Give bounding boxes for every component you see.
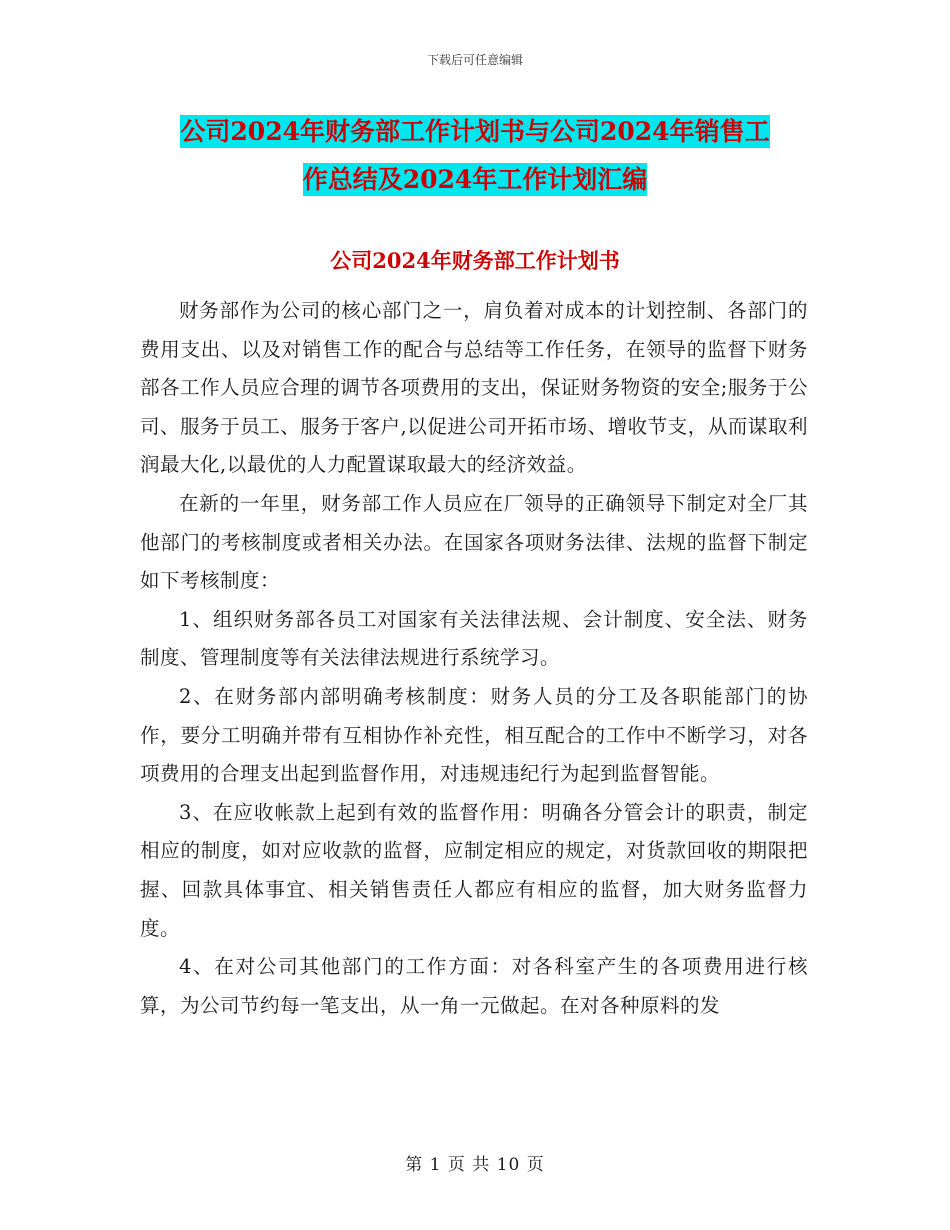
title-highlight-2: 作总结及2024年工作计划汇编: [302, 165, 648, 194]
paragraph: 3、在应收帐款上起到有效的监督作用：明确各分管会计的职责，制定相应的制度，如对应收款的监督，应制定相应的规定，对货款回收的期限把握、回款具体事宜、相关销售责任人都应有相应的监督，加大财务监督力度。: [140, 800, 808, 940]
body-text: [140, 292, 808, 1025]
paragraph: 在新的一年里，财务部工作人员应在厂领导的正确领导下制定对全厂其他部门的考核制度或者相关办法。在国家各项财务法律、法规的监督下制定如下考核制度：: [140, 491, 808, 593]
document-title-line-2: [150, 156, 800, 204]
document-title-line-1: [150, 108, 800, 156]
title-highlight-1: 公司2024年财务部工作计划书与公司2024年销售工: [180, 117, 770, 146]
section-heading: 公司2024年财务部工作计划书: [330, 248, 620, 273]
paragraph: 1、组织财务部各员工对国家有关法律法规、会计制度、安全法、财务制度、管理制度等有关法律法规进行系统学习。: [140, 607, 808, 670]
page-header-note: 下载后可任意编辑: [426, 53, 523, 67]
paragraph: 4、在对公司其他部门的工作方面：对各科室产生的各项费用进行核算，为公司节约每一笔支出，从一角一元做起。在对各种原料的发: [140, 955, 808, 1017]
document-title: [150, 108, 800, 204]
paragraph: 2、在财务部内部明确考核制度：财务人员的分工及各职能部门的协作，要分工明确并带有互相协作补充性，相互配合的工作中不断学习，对各项费用的合理支出起到监督作用，对违规违纪行为起到监督智能。: [140, 684, 808, 786]
paragraph: 财务部作为公司的核心部门之一，肩负着对成本的计划控制、各部门的费用支出、以及对销售工作的配合与总结等工作任务，在领导的监督下财务部各工作人员应合理的调节各项费用的支出，保证财务物资的安全;服务于公司、服务于员工、服务于客户,以促进公司开拓市场、增收节支，从而谋取利润最大化,以最优的人力配置谋取最大的经济效益。: [140, 299, 808, 477]
page-footer-number: 第 1 页 共 10 页: [405, 1155, 545, 1175]
